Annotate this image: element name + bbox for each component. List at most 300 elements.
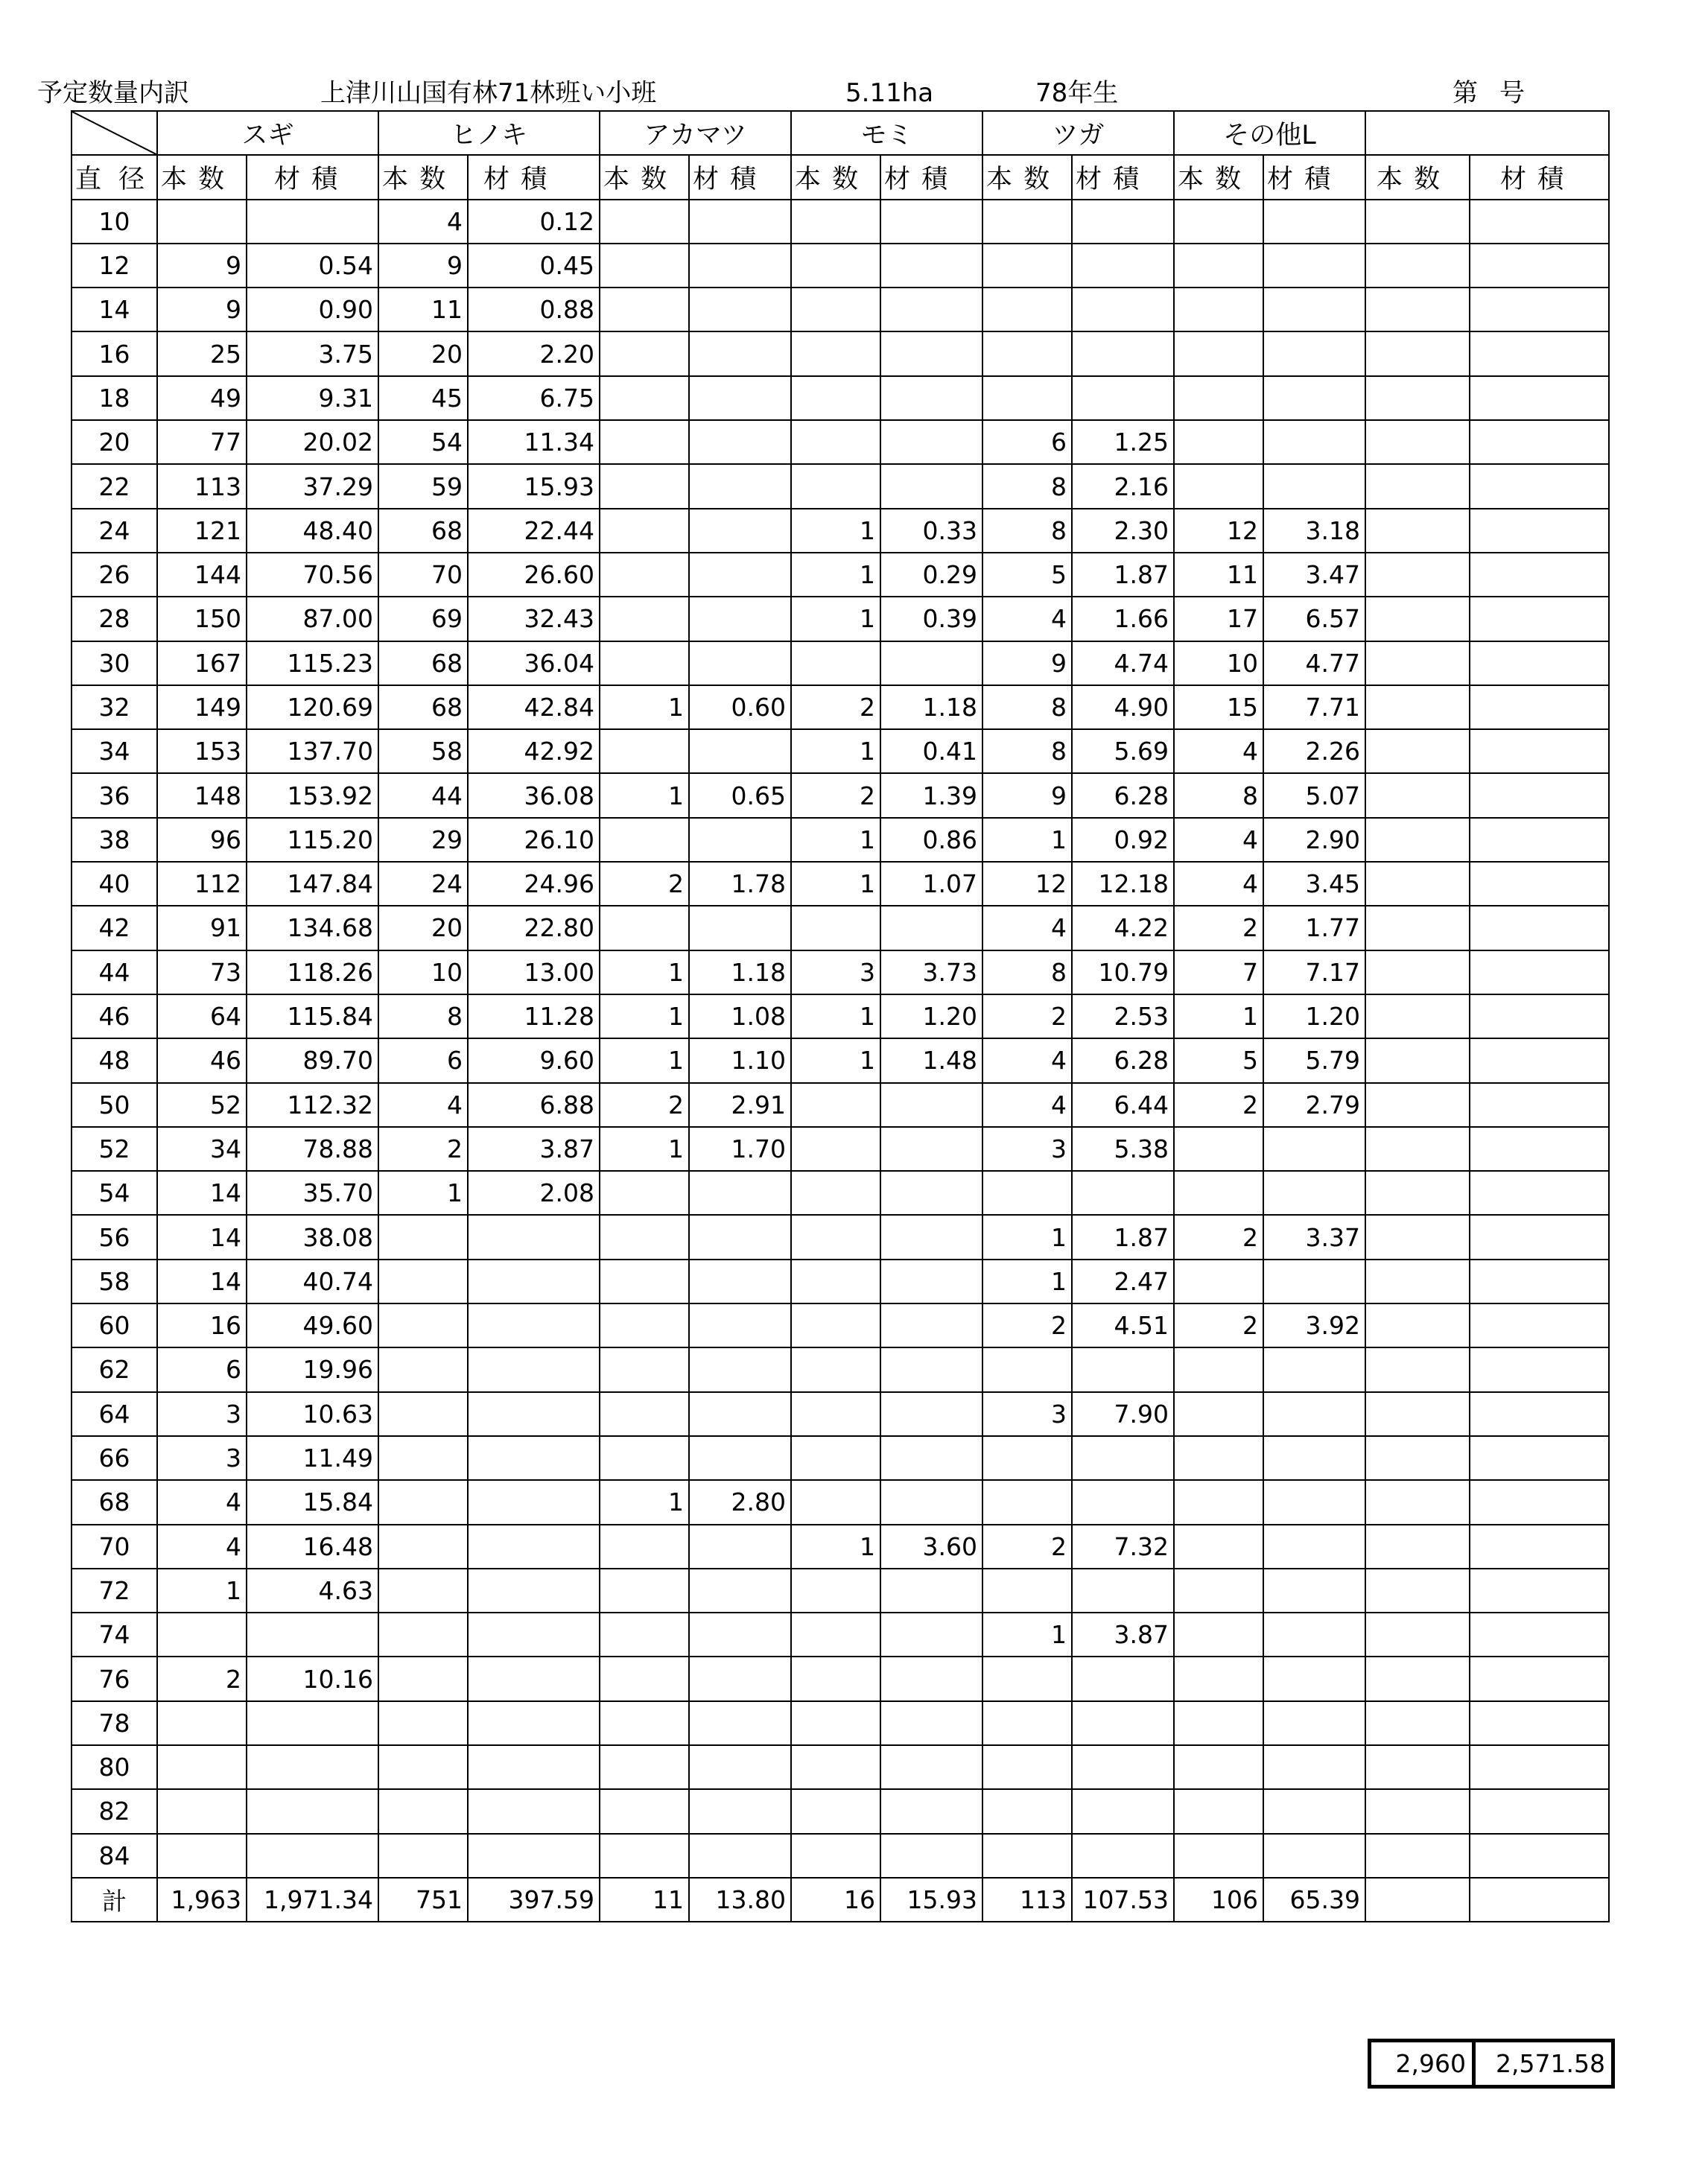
volume-cell	[1470, 509, 1609, 553]
volume-cell	[880, 420, 982, 464]
volume-cell	[689, 1347, 791, 1391]
count-cell: 751	[378, 1878, 468, 1922]
table-row	[72, 1480, 1609, 1524]
volume-cell	[1470, 331, 1609, 375]
count-cell	[982, 331, 1072, 375]
volume-cell: 3.73	[880, 950, 982, 994]
volume-cell	[1470, 1392, 1609, 1436]
count-cell	[600, 1436, 689, 1480]
count-cell: 14	[157, 1260, 247, 1303]
volume-cell	[1470, 200, 1609, 244]
diameter-cell: 56	[72, 1215, 157, 1259]
count-cell: 1	[1174, 994, 1263, 1038]
volume-cell: 1.18	[689, 950, 791, 994]
volume-cell: 10.79	[1072, 950, 1174, 994]
volume-cell: 147.84	[247, 862, 378, 906]
species-header: ツガ	[982, 111, 1174, 155]
sheet-header	[0, 74, 1708, 112]
count-cell: 9	[157, 244, 247, 288]
volume-cell: 1.20	[880, 994, 982, 1038]
count-cell	[791, 1171, 880, 1215]
count-cell: 106	[1174, 1878, 1263, 1922]
count-cell: 113	[982, 1878, 1072, 1922]
volume-cell: 3.87	[468, 1127, 600, 1171]
count-cell	[378, 1569, 468, 1613]
species-header: スギ	[157, 111, 378, 155]
volume-cell	[689, 1525, 791, 1569]
volume-header: 材 積	[689, 155, 791, 199]
count-cell	[1365, 1525, 1470, 1569]
volume-cell: 1.66	[1072, 597, 1174, 641]
table-row	[72, 1569, 1609, 1613]
table-row	[72, 509, 1609, 553]
volume-cell	[468, 1701, 600, 1745]
count-cell	[791, 1657, 880, 1700]
count-cell: 4	[378, 1083, 468, 1127]
total-row	[72, 1878, 1609, 1922]
volume-cell	[1072, 200, 1174, 244]
volume-cell	[1470, 1436, 1609, 1480]
volume-cell: 42.84	[468, 685, 600, 729]
volume-cell: 1.87	[1072, 1215, 1174, 1259]
volume-cell: 115.23	[247, 641, 378, 685]
volume-cell: 89.70	[247, 1038, 378, 1082]
volume-cell: 3.45	[1263, 862, 1365, 906]
volume-cell	[689, 1260, 791, 1303]
count-cell	[378, 1525, 468, 1569]
grand-total-row	[1370, 2041, 1613, 2087]
count-header: 本 数	[791, 155, 880, 199]
count-cell	[1365, 464, 1470, 508]
count-cell	[982, 1347, 1072, 1391]
diameter-cell: 76	[72, 1657, 157, 1700]
volume-cell	[1263, 1347, 1365, 1391]
volume-cell	[1470, 1127, 1609, 1171]
volume-cell: 1.10	[689, 1038, 791, 1082]
table-row	[72, 331, 1609, 375]
volume-cell	[880, 288, 982, 331]
count-cell: 2	[982, 1525, 1072, 1569]
count-cell	[378, 1613, 468, 1657]
count-cell	[1365, 685, 1470, 729]
count-cell	[378, 1745, 468, 1789]
volume-cell: 112.32	[247, 1083, 378, 1127]
volume-cell: 137.70	[247, 729, 378, 773]
count-cell: 68	[378, 641, 468, 685]
volume-cell	[1072, 1436, 1174, 1480]
diameter-cell: 58	[72, 1260, 157, 1303]
table-row	[72, 818, 1609, 862]
volume-header: 材 積	[247, 155, 378, 199]
table-row	[72, 1303, 1609, 1347]
volume-cell	[689, 1657, 791, 1700]
count-cell	[1174, 1701, 1263, 1745]
volume-cell	[880, 1613, 982, 1657]
volume-cell: 0.45	[468, 244, 600, 288]
volume-cell	[1470, 1347, 1609, 1391]
count-cell: 59	[378, 464, 468, 508]
count-cell: 4	[1174, 862, 1263, 906]
count-cell	[982, 376, 1072, 420]
sheet-title: 予定数量内訳	[37, 78, 189, 108]
volume-cell	[880, 906, 982, 950]
count-header: 本 数	[378, 155, 468, 199]
volume-cell	[1263, 1613, 1365, 1657]
volume-cell: 20.02	[247, 420, 378, 464]
count-cell: 150	[157, 597, 247, 641]
count-cell: 1	[791, 862, 880, 906]
volume-cell: 12.18	[1072, 862, 1174, 906]
number-suffix: 号	[1499, 78, 1525, 108]
table-row	[72, 553, 1609, 597]
volume-cell	[689, 729, 791, 773]
volume-cell	[880, 1657, 982, 1700]
count-cell	[1365, 1834, 1470, 1878]
table-row	[72, 1171, 1609, 1215]
volume-cell: 0.65	[689, 773, 791, 817]
volume-cell	[468, 1347, 600, 1391]
count-cell	[378, 1657, 468, 1700]
volume-cell: 6.57	[1263, 597, 1365, 641]
count-header: 本 数	[157, 155, 247, 199]
count-cell: 52	[157, 1083, 247, 1127]
count-cell	[378, 1303, 468, 1347]
count-cell	[1174, 1171, 1263, 1215]
count-cell	[791, 420, 880, 464]
volume-cell: 107.53	[1072, 1878, 1174, 1922]
count-cell: 1	[791, 994, 880, 1038]
count-cell	[600, 1701, 689, 1745]
volume-cell: 2.26	[1263, 729, 1365, 773]
count-cell: 96	[157, 818, 247, 862]
count-cell	[1174, 1392, 1263, 1436]
count-cell	[791, 1613, 880, 1657]
volume-cell: 6.28	[1072, 1038, 1174, 1082]
count-cell: 148	[157, 773, 247, 817]
count-cell	[982, 244, 1072, 288]
count-cell	[982, 288, 1072, 331]
diameter-cell: 52	[72, 1127, 157, 1171]
volume-cell	[1072, 1834, 1174, 1878]
count-cell: 2	[600, 1083, 689, 1127]
count-cell: 1	[791, 818, 880, 862]
volume-cell	[468, 1569, 600, 1613]
volume-cell	[880, 200, 982, 244]
count-cell	[600, 1525, 689, 1569]
diameter-cell: 18	[72, 376, 157, 420]
count-cell	[1174, 1569, 1263, 1613]
count-cell: 46	[157, 1038, 247, 1082]
volume-cell: 35.70	[247, 1171, 378, 1215]
volume-cell	[247, 1701, 378, 1745]
count-cell	[1365, 376, 1470, 420]
volume-header: 材 積	[1263, 155, 1365, 199]
diameter-cell: 26	[72, 553, 157, 597]
table-row	[72, 1392, 1609, 1436]
count-cell	[982, 1657, 1072, 1700]
volume-cell	[1263, 1480, 1365, 1524]
volume-cell	[689, 906, 791, 950]
count-cell	[982, 1745, 1072, 1789]
count-cell	[1365, 597, 1470, 641]
count-cell	[157, 1745, 247, 1789]
count-cell: 8	[378, 994, 468, 1038]
count-cell	[378, 1215, 468, 1259]
count-cell: 113	[157, 464, 247, 508]
table-row	[72, 1260, 1609, 1303]
count-cell	[157, 1834, 247, 1878]
grand-total-count: 2,960	[1370, 2041, 1474, 2087]
count-cell: 8	[982, 685, 1072, 729]
volume-cell	[1072, 331, 1174, 375]
count-cell	[1365, 641, 1470, 685]
diameter-cell: 74	[72, 1613, 157, 1657]
count-header: 本 数	[982, 155, 1072, 199]
volume-cell: 15.84	[247, 1480, 378, 1524]
volume-cell: 3.47	[1263, 553, 1365, 597]
count-cell	[157, 1701, 247, 1745]
count-cell: 1	[600, 1480, 689, 1524]
volume-cell	[689, 376, 791, 420]
volume-cell	[1470, 729, 1609, 773]
count-cell: 1	[600, 994, 689, 1038]
count-cell	[791, 1392, 880, 1436]
diameter-cell: 28	[72, 597, 157, 641]
volume-cell: 4.74	[1072, 641, 1174, 685]
count-cell	[1365, 1127, 1470, 1171]
volume-cell	[1072, 1347, 1174, 1391]
volume-cell: 26.10	[468, 818, 600, 862]
volume-cell: 10.16	[247, 1657, 378, 1700]
volume-cell: 13.80	[689, 1878, 791, 1922]
volume-cell	[689, 1436, 791, 1480]
volume-cell: 1.87	[1072, 553, 1174, 597]
count-cell	[791, 641, 880, 685]
count-cell	[1365, 1789, 1470, 1833]
table-row	[72, 1127, 1609, 1171]
count-cell: 2	[791, 685, 880, 729]
volume-cell	[1263, 1745, 1365, 1789]
volume-cell	[1263, 1657, 1365, 1700]
count-cell: 4	[982, 597, 1072, 641]
diameter-cell: 78	[72, 1701, 157, 1745]
volume-cell	[1470, 1525, 1609, 1569]
volume-cell: 10.63	[247, 1392, 378, 1436]
diameter-cell: 42	[72, 906, 157, 950]
count-cell: 8	[982, 509, 1072, 553]
volume-header: 材 積	[1470, 155, 1609, 199]
count-cell: 4	[1174, 818, 1263, 862]
count-cell	[791, 1701, 880, 1745]
count-cell: 1	[791, 597, 880, 641]
table-row	[72, 1038, 1609, 1082]
count-cell: 16	[157, 1303, 247, 1347]
count-cell: 4	[1174, 729, 1263, 773]
count-cell	[1365, 1171, 1470, 1215]
area-label: 5.11ha	[845, 78, 934, 108]
volume-cell	[468, 1215, 600, 1259]
count-cell: 1	[791, 729, 880, 773]
table-row	[72, 1215, 1609, 1259]
count-cell: 34	[157, 1127, 247, 1171]
volume-cell	[880, 1171, 982, 1215]
volume-cell	[468, 1392, 600, 1436]
volume-cell	[1072, 1480, 1174, 1524]
count-cell: 1	[791, 509, 880, 553]
volume-cell	[468, 1303, 600, 1347]
number-prefix: 第	[1453, 78, 1478, 108]
volume-cell: 6.75	[468, 376, 600, 420]
diameter-cell: 66	[72, 1436, 157, 1480]
volume-cell	[1470, 641, 1609, 685]
count-cell	[1365, 1392, 1470, 1436]
volume-cell: 15.93	[880, 1878, 982, 1922]
count-cell: 8	[982, 729, 1072, 773]
volume-header: 材 積	[468, 155, 600, 199]
count-cell: 112	[157, 862, 247, 906]
count-cell: 14	[157, 1171, 247, 1215]
count-cell	[600, 1392, 689, 1436]
volume-cell: 1.20	[1263, 994, 1365, 1038]
table-row	[72, 1701, 1609, 1745]
count-cell	[378, 1480, 468, 1524]
table-row	[72, 244, 1609, 288]
count-cell	[600, 244, 689, 288]
volume-cell: 49.60	[247, 1303, 378, 1347]
diameter-cell: 48	[72, 1038, 157, 1082]
count-cell	[1365, 244, 1470, 288]
volume-cell	[689, 288, 791, 331]
count-cell: 16	[791, 1878, 880, 1922]
count-cell	[600, 1745, 689, 1789]
volume-cell: 134.68	[247, 906, 378, 950]
count-cell: 45	[378, 376, 468, 420]
count-cell	[791, 376, 880, 420]
count-cell: 4	[157, 1480, 247, 1524]
volume-cell: 11.28	[468, 994, 600, 1038]
volume-cell: 7.17	[1263, 950, 1365, 994]
volume-cell: 1.78	[689, 862, 791, 906]
volume-cell	[1470, 1303, 1609, 1347]
count-cell: 17	[1174, 597, 1263, 641]
diameter-cell: 38	[72, 818, 157, 862]
volume-cell	[1263, 288, 1365, 331]
volume-cell: 0.86	[880, 818, 982, 862]
diagonal-line-icon	[72, 112, 156, 154]
volume-cell	[880, 1392, 982, 1436]
diameter-cell: 36	[72, 773, 157, 817]
count-cell	[791, 1480, 880, 1524]
grand-total-box	[1368, 2039, 1615, 2089]
count-cell: 10	[378, 950, 468, 994]
count-cell: 8	[1174, 773, 1263, 817]
volume-cell	[1072, 1171, 1174, 1215]
count-cell	[600, 641, 689, 685]
volume-cell	[880, 1215, 982, 1259]
volume-cell: 2.08	[468, 1171, 600, 1215]
table-row	[72, 685, 1609, 729]
count-cell: 1	[600, 1127, 689, 1171]
volume-cell: 3.37	[1263, 1215, 1365, 1259]
volume-cell: 6.28	[1072, 773, 1174, 817]
volume-cell	[468, 1525, 600, 1569]
count-cell	[1365, 1569, 1470, 1613]
volume-cell: 4.63	[247, 1569, 378, 1613]
volume-cell	[1263, 464, 1365, 508]
count-cell	[982, 1480, 1072, 1524]
diameter-cell: 54	[72, 1171, 157, 1215]
count-cell: 1	[600, 1038, 689, 1082]
table-row	[72, 288, 1609, 331]
volume-cell	[247, 1745, 378, 1789]
volume-cell	[880, 1569, 982, 1613]
count-cell	[600, 1613, 689, 1657]
count-cell: 4	[157, 1525, 247, 1569]
volume-cell: 78.88	[247, 1127, 378, 1171]
volume-cell: 0.88	[468, 288, 600, 331]
count-cell: 2	[157, 1657, 247, 1700]
count-cell: 10	[1174, 641, 1263, 685]
count-cell: 2	[1174, 906, 1263, 950]
volume-cell: 153.92	[247, 773, 378, 817]
count-cell: 14	[157, 1215, 247, 1259]
table-row	[72, 1436, 1609, 1480]
count-cell: 2	[982, 994, 1072, 1038]
volume-cell	[689, 818, 791, 862]
volume-cell	[1470, 1657, 1609, 1700]
count-cell	[1365, 1878, 1470, 1922]
count-cell: 144	[157, 553, 247, 597]
diameter-cell: 40	[72, 862, 157, 906]
volume-cell	[689, 1613, 791, 1657]
diameter-cell: 14	[72, 288, 157, 331]
table-row	[72, 420, 1609, 464]
volume-cell: 38.08	[247, 1215, 378, 1259]
volume-cell	[468, 1260, 600, 1303]
count-cell	[600, 1303, 689, 1347]
diameter-cell: 10	[72, 200, 157, 244]
volume-cell	[689, 1171, 791, 1215]
count-cell	[791, 1569, 880, 1613]
volume-cell	[1263, 244, 1365, 288]
count-cell	[157, 1613, 247, 1657]
count-cell: 5	[982, 553, 1072, 597]
table-row	[72, 950, 1609, 994]
volume-cell: 37.29	[247, 464, 378, 508]
count-cell	[791, 1083, 880, 1127]
count-cell	[1174, 331, 1263, 375]
count-cell: 68	[378, 685, 468, 729]
count-cell: 68	[378, 509, 468, 553]
count-cell: 2	[600, 862, 689, 906]
volume-cell: 2.30	[1072, 509, 1174, 553]
volume-cell	[1470, 773, 1609, 817]
volume-cell	[1263, 1260, 1365, 1303]
column-header-row	[72, 155, 1609, 199]
volume-cell	[247, 200, 378, 244]
volume-cell	[689, 1834, 791, 1878]
count-cell: 3	[982, 1392, 1072, 1436]
count-cell	[1174, 1613, 1263, 1657]
volume-cell	[468, 1480, 600, 1524]
count-cell	[1365, 1260, 1470, 1303]
count-cell	[982, 1834, 1072, 1878]
volume-cell	[689, 1392, 791, 1436]
diameter-cell: 60	[72, 1303, 157, 1347]
table-row	[72, 1347, 1609, 1391]
count-cell	[1365, 994, 1470, 1038]
diameter-cell: 50	[72, 1083, 157, 1127]
